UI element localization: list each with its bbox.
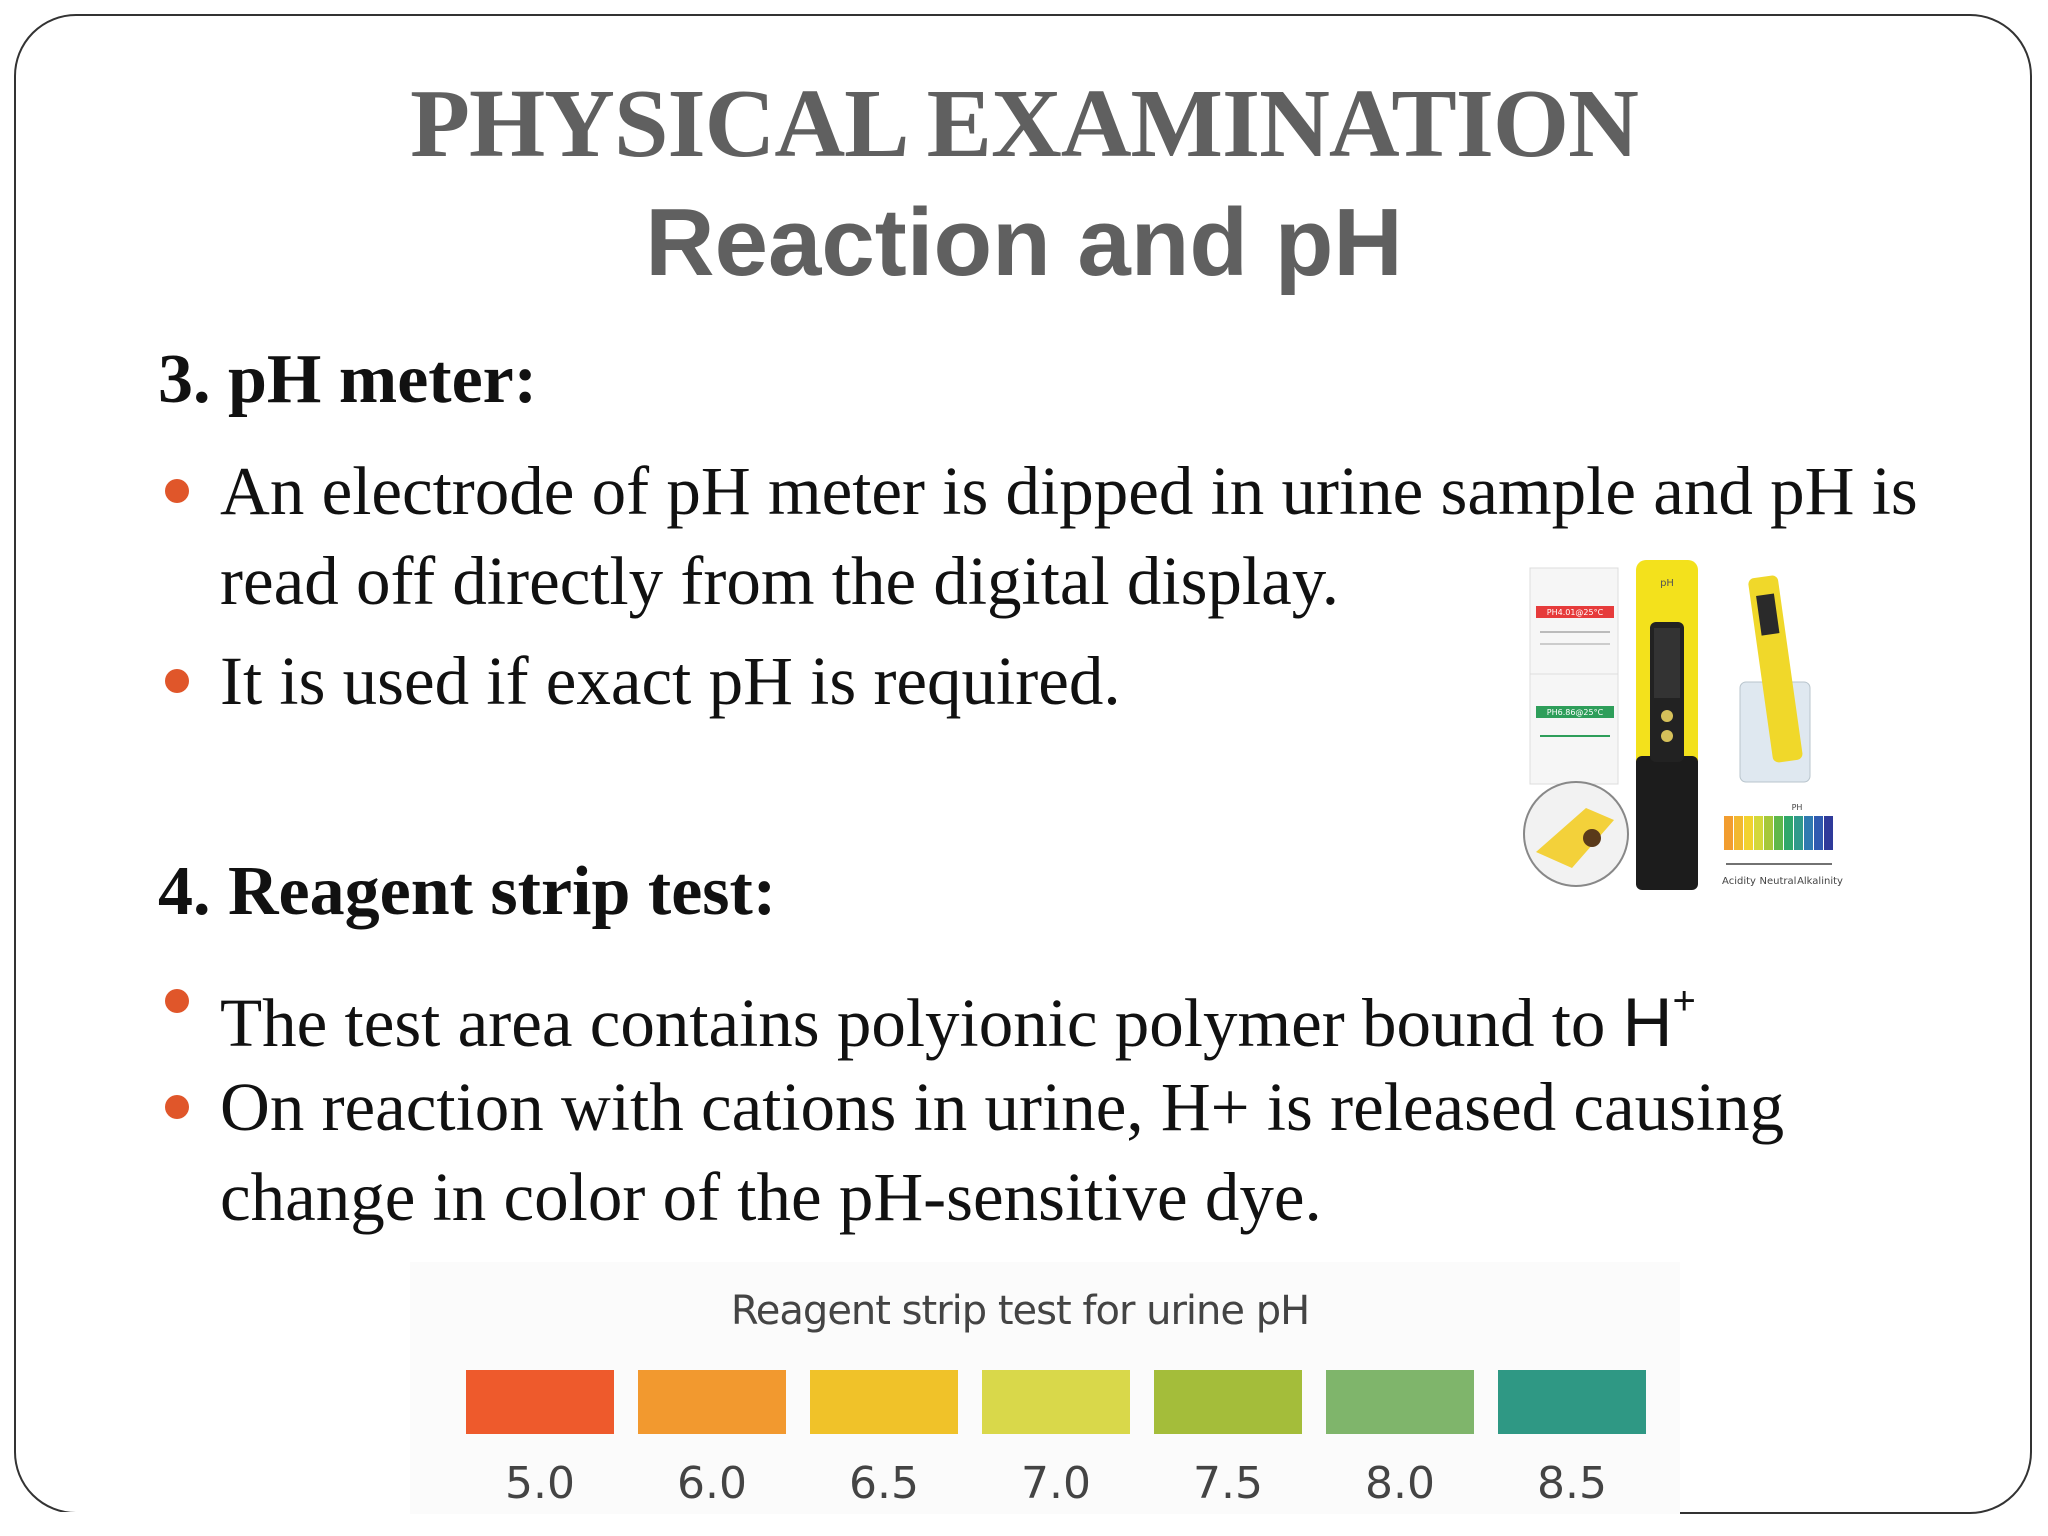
strip-swatch-label: 7.0: [1021, 1458, 1091, 1509]
bullet-text: The test area contains polyionic polymer bound to: [220, 985, 1623, 1061]
buffer-packet-1: [1530, 568, 1618, 680]
bullet-text: It is used if exact pH is required.: [220, 643, 1121, 719]
bullet-icon: [165, 1095, 189, 1119]
slide-title: PHYSICAL EXAMINATION: [410, 70, 1638, 178]
strip-swatch: [810, 1370, 958, 1434]
strip-swatch-label: 6.5: [849, 1458, 919, 1509]
strip-swatch: [466, 1370, 614, 1434]
strip-swatch-label: 6.0: [677, 1458, 747, 1509]
charge-superscript: +: [1672, 979, 1696, 1023]
bullet-item: [220, 636, 1520, 726]
section-heading-reagent-strip: 4. Reagent strip test:: [158, 853, 777, 930]
strip-figure-title: Reagent strip test for urine pH: [730, 1288, 1310, 1334]
section-heading-ph-meter: 3. pH meter:: [158, 341, 538, 418]
svg-text:Neutral: Neutral: [1759, 876, 1797, 887]
strip-swatch: [1498, 1370, 1646, 1434]
svg-text:pH: pH: [1660, 578, 1674, 589]
ph-colour-scale: [1724, 816, 1833, 850]
svg-text:Alkalinity: Alkalinity: [1797, 876, 1843, 887]
hydrogen-symbol: H: [1622, 984, 1673, 1061]
reagent-strip-figure: [410, 1262, 1680, 1514]
svg-text:Acidity: Acidity: [1722, 876, 1756, 887]
svg-text:PH6.86@25°C: PH6.86@25°C: [1546, 708, 1604, 717]
ph-meter-image: [1514, 556, 1884, 896]
bullet-icon: [165, 479, 189, 503]
strip-swatch: [1154, 1370, 1302, 1434]
svg-text:PH4.01@25°C: PH4.01@25°C: [1546, 608, 1604, 617]
bullet-icon: [165, 989, 189, 1013]
slide-subtitle: Reaction and pH: [645, 189, 1403, 296]
strip-swatch: [1326, 1370, 1474, 1434]
svg-text:PH: PH: [1791, 803, 1803, 812]
bullet-icon: [165, 669, 189, 693]
bullet-text: An electrode of pH meter is dipped in urine sample and pH is read off directly from the digital display.: [220, 453, 1918, 619]
strip-swatch-label: 5.0: [505, 1458, 575, 1509]
strip-swatch: [638, 1370, 786, 1434]
bullet-text: On reaction with cations in urine, H+ is released causing change in color of the pH-sensitive dye.: [220, 1069, 1785, 1235]
strip-swatch-label: 7.5: [1193, 1458, 1263, 1509]
bullet-item: [220, 956, 1920, 1068]
strip-swatch-label: 8.0: [1365, 1458, 1435, 1509]
strip-swatch-label: 8.5: [1537, 1458, 1607, 1509]
bullet-item: [220, 1062, 1980, 1242]
strip-swatch: [982, 1370, 1130, 1434]
buffer-packet-2: [1530, 674, 1618, 784]
